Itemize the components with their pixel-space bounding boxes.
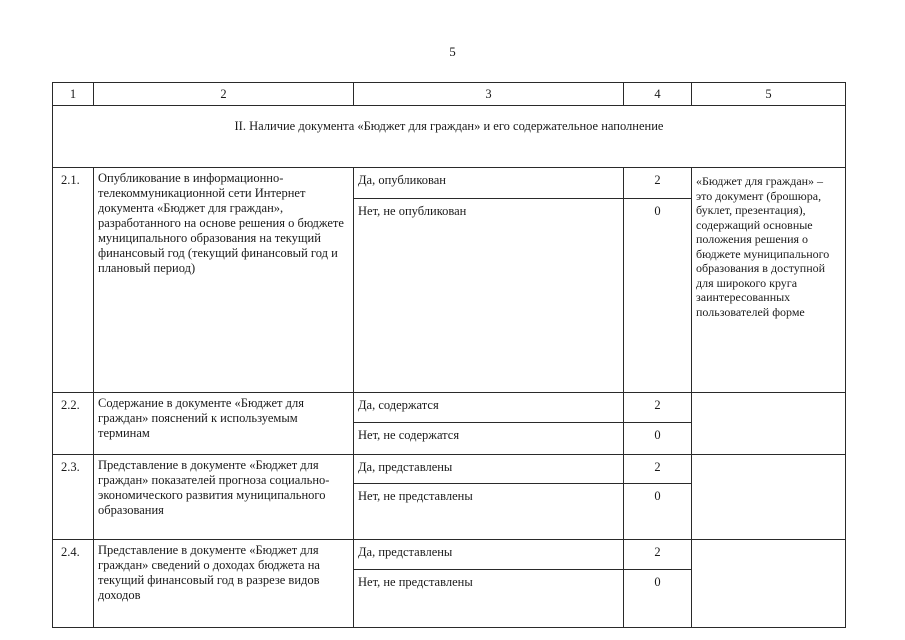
score-value: 2: [624, 540, 692, 570]
header-col-5: 5: [692, 83, 846, 106]
note-text: «Бюджет для граждан» – это документ (брошюра, буклет, презентация), содержащий основные положения решения о бюджете муниципального образования в доступной для широкого круга заинтересованных пользователей форме: [692, 168, 846, 393]
score-value: 0: [624, 570, 692, 628]
header-row: [53, 83, 846, 106]
criterion-text: Представление в документе «Бюджет для граждан» сведений о доходах бюджета на текущий финансовый год в разрезе видов доходов: [94, 540, 354, 628]
row-number: 2.1.: [53, 168, 94, 393]
table-row: [53, 540, 846, 570]
answer-option: Нет, не опубликован: [354, 199, 624, 393]
table-row: [53, 168, 846, 199]
criteria-table: [52, 82, 846, 628]
header-col-4: 4: [624, 83, 692, 106]
note-cell-empty: [692, 393, 846, 455]
section-row: [53, 106, 846, 168]
table-row: [53, 393, 846, 423]
answer-option: Да, представлены: [354, 540, 624, 570]
answer-option: Да, опубликован: [354, 168, 624, 199]
score-value: 0: [624, 423, 692, 455]
score-value: 0: [624, 199, 692, 393]
criterion-text: Опубликование в информационно-телекоммуникационной сети Интернет документа «Бюджет для граждан», разработанного на основе решения о бюджете муниципального образования на текущий финансовый год (текущий финансовый год и плановый период): [94, 168, 354, 393]
section-title: II. Наличие документа «Бюджет для граждан» и его содержательное наполнение: [53, 106, 846, 168]
score-value: 2: [624, 393, 692, 423]
criterion-text: Представление в документе «Бюджет для граждан» показателей прогноза социально-экономического развития муниципального образования: [94, 455, 354, 540]
page-number: 5: [449, 44, 456, 59]
note-cell-empty: [692, 455, 846, 540]
score-value: 2: [624, 455, 692, 484]
answer-option: Нет, не представлены: [354, 484, 624, 540]
criterion-text: Содержание в документе «Бюджет для граждан» пояснений к используемым терминам: [94, 393, 354, 455]
row-number: 2.4.: [53, 540, 94, 628]
header-col-3: 3: [354, 83, 624, 106]
note-cell-empty: [692, 540, 846, 628]
header-col-1: 1: [53, 83, 94, 106]
row-number: 2.3.: [53, 455, 94, 540]
row-number: 2.2.: [53, 393, 94, 455]
answer-option: Нет, не содержатся: [354, 423, 624, 455]
answer-option: Да, представлены: [354, 455, 624, 484]
answer-option: Да, содержатся: [354, 393, 624, 423]
score-value: 0: [624, 484, 692, 540]
table-row: [53, 455, 846, 484]
header-col-2: 2: [94, 83, 354, 106]
answer-option: Нет, не представлены: [354, 570, 624, 628]
score-value: 2: [624, 168, 692, 199]
